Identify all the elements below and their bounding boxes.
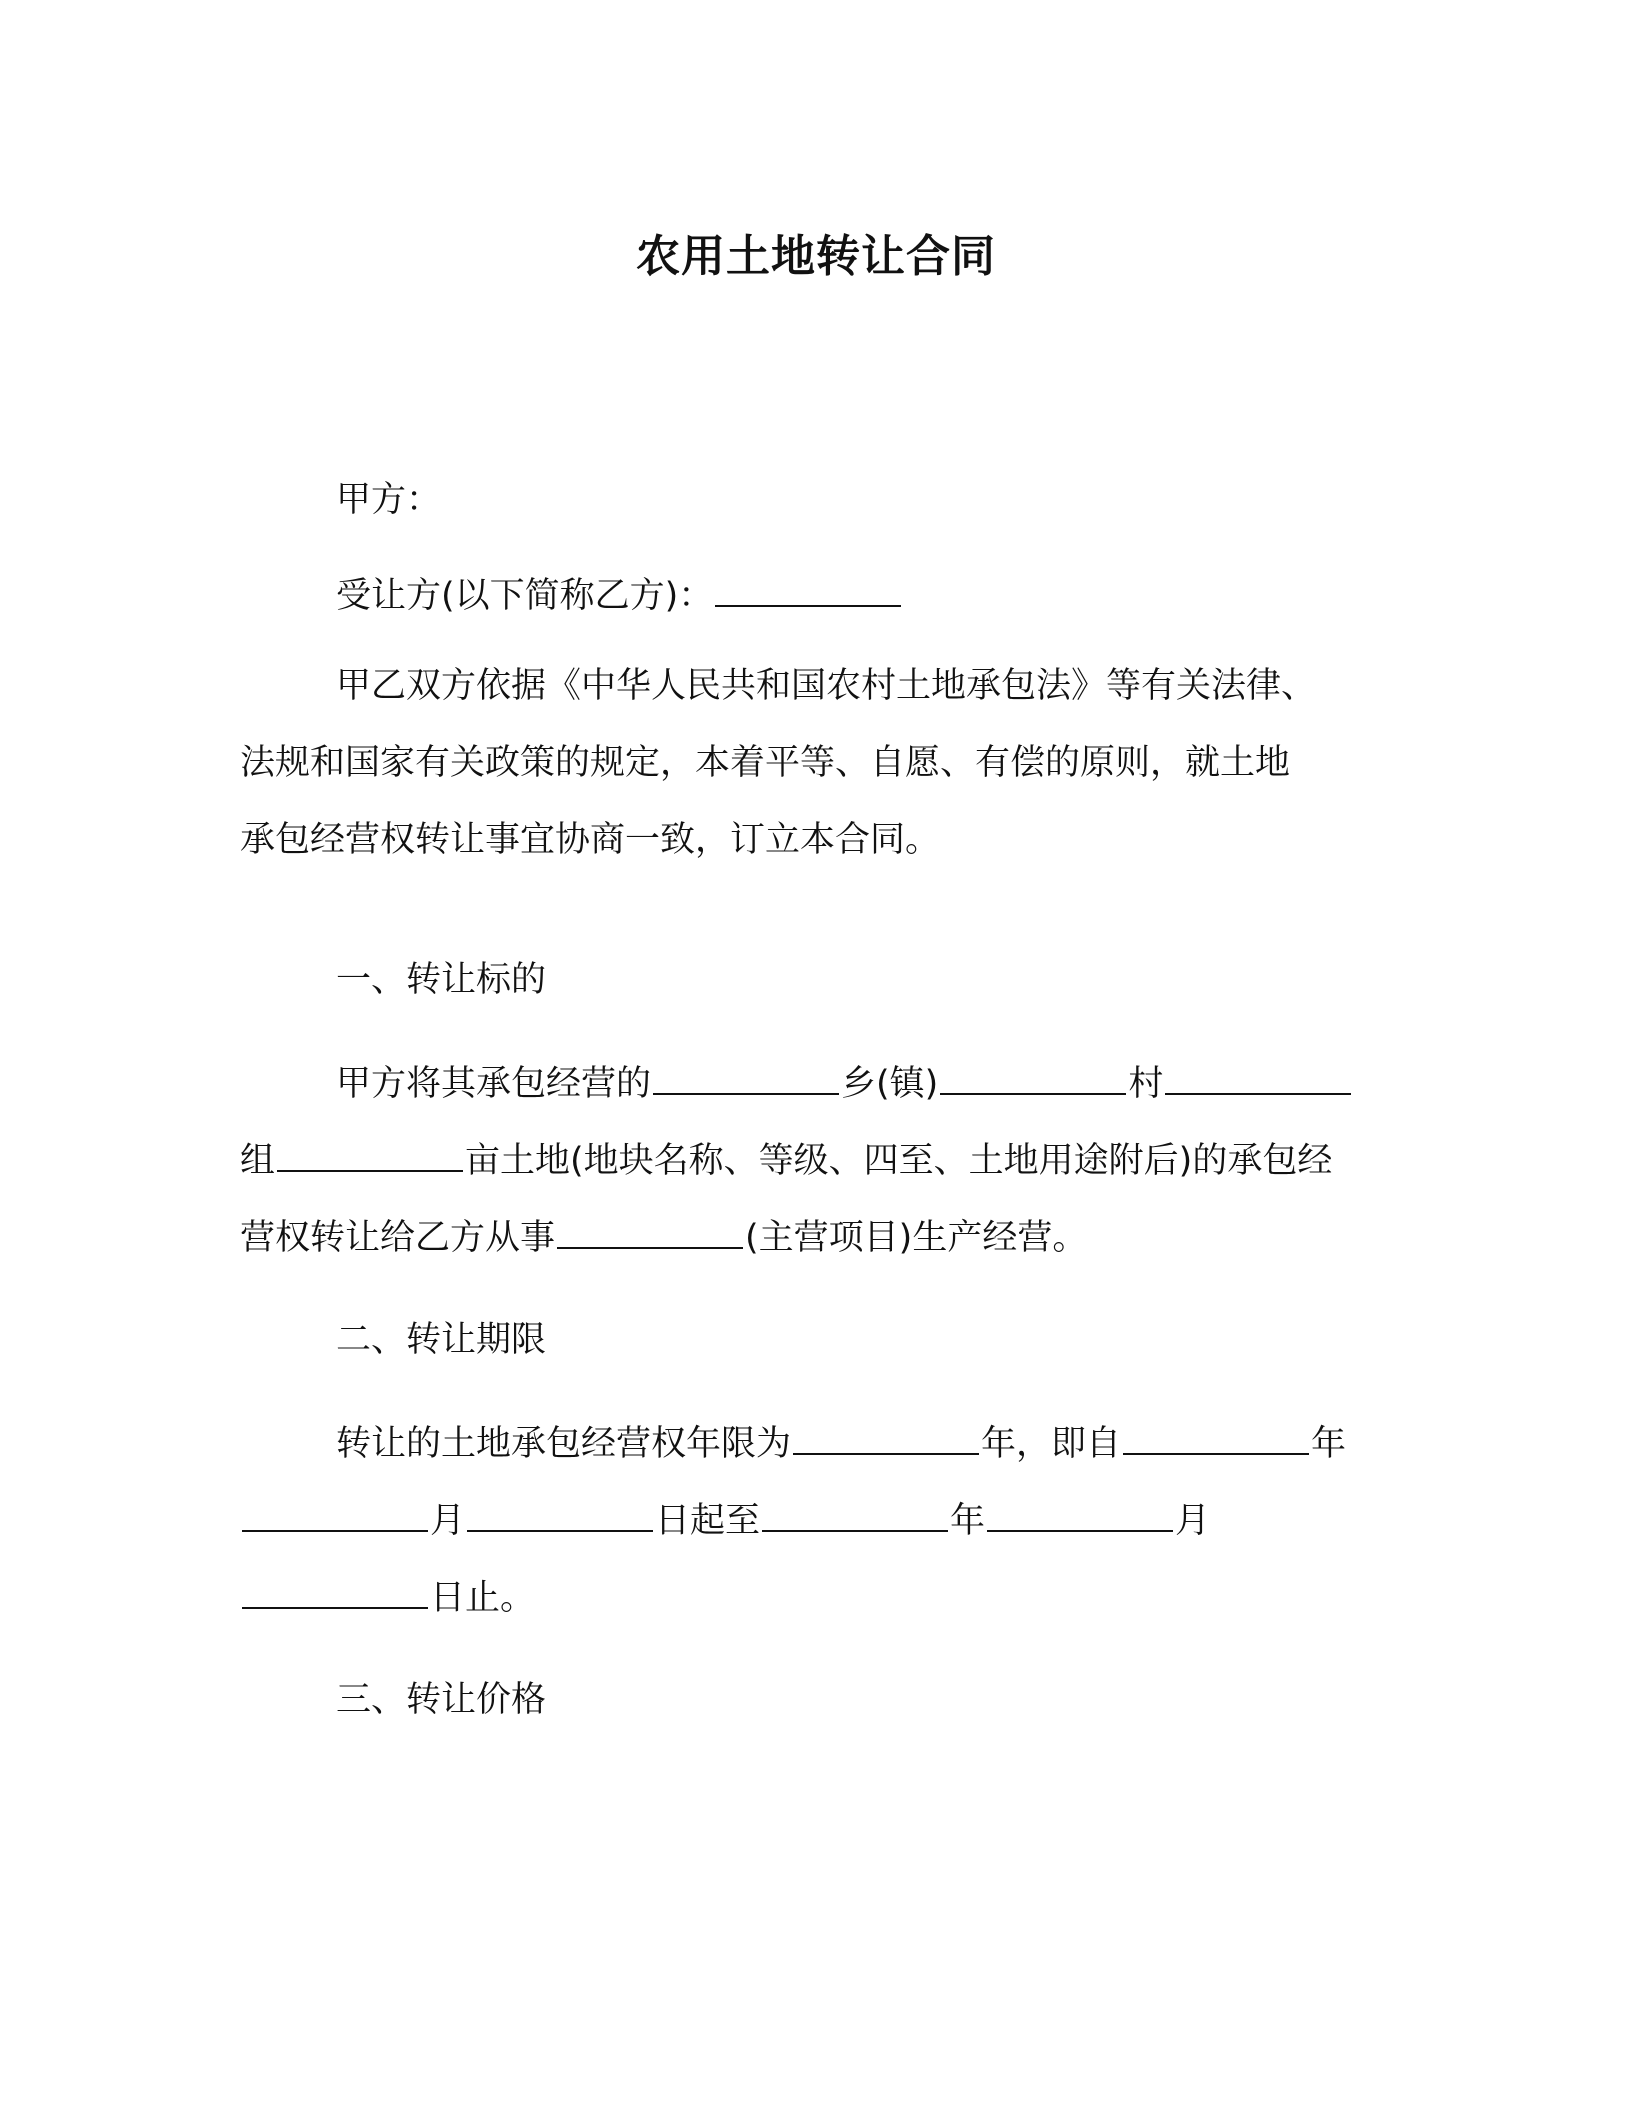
- intro-paragraph: [240, 648, 1400, 879]
- intro-line-1: 甲乙双方依据《中华人民共和国农村土地承包法》等有关法律、: [336, 666, 1317, 706]
- document-title: 农用土地转让合同: [636, 231, 996, 282]
- party-b-blank[interactable]: [715, 575, 901, 607]
- start-month-blank[interactable]: [242, 1500, 428, 1532]
- party-a-label: 甲方：: [336, 480, 442, 520]
- section-2-line-2: [240, 1483, 1400, 1560]
- section-1-text: 甲方将其承包经营的: [336, 1064, 652, 1104]
- section-2-text: 日起至: [655, 1501, 761, 1541]
- section-2-text: 年: [1311, 1424, 1347, 1464]
- section-1-text: 村: [1128, 1064, 1164, 1104]
- section-2-text: 月: [430, 1501, 466, 1541]
- section-1-line-3: [240, 1200, 1400, 1277]
- township-blank[interactable]: [653, 1063, 839, 1095]
- section-2-line-3: [240, 1560, 1400, 1637]
- section-1-text: (主营项目)生产经营。: [745, 1218, 1088, 1258]
- section-2-text: 转让的土地承包经营权年限为: [336, 1424, 792, 1464]
- section-3-heading-block: [240, 1662, 1400, 1739]
- group-blank[interactable]: [1165, 1063, 1351, 1095]
- section-2-line-1: [240, 1406, 1400, 1483]
- main-project-blank[interactable]: [557, 1217, 743, 1249]
- section-1-paragraph: [240, 1046, 1400, 1277]
- term-years-blank[interactable]: [793, 1423, 979, 1455]
- end-year-blank[interactable]: [762, 1500, 948, 1532]
- section-1-text: 营权转让给乙方从事: [240, 1218, 556, 1258]
- end-day-blank[interactable]: [242, 1577, 428, 1609]
- section-2-text: 年，即自: [981, 1424, 1122, 1464]
- section-2-text: 年: [950, 1501, 986, 1541]
- section-3-heading: 三、转让价格: [336, 1680, 547, 1720]
- party-a-line: [240, 462, 1400, 539]
- section-1-line-1: [240, 1046, 1400, 1123]
- start-year-blank[interactable]: [1123, 1423, 1309, 1455]
- section-1-text: 乡(镇): [841, 1064, 939, 1104]
- section-2-heading-block: [240, 1302, 1400, 1379]
- section-2-heading: 二、转让期限: [336, 1320, 547, 1360]
- section-1-text: 亩土地(地块名称、等级、四至、土地用途附后)的承包经: [465, 1141, 1333, 1181]
- section-1-heading-block: [240, 942, 1400, 1019]
- section-2-text: 日止。: [430, 1578, 536, 1618]
- start-day-blank[interactable]: [467, 1500, 653, 1532]
- party-b-label: 受让方(以下简称乙方)：: [336, 576, 714, 616]
- section-1-text: 组: [240, 1141, 276, 1181]
- intro-line-3: 承包经营权转让事宜协商一致，订立本合同。: [240, 820, 941, 860]
- intro-line-2: 法规和国家有关政策的规定，本着平等、自愿、有偿的原则，就土地: [240, 743, 1291, 783]
- section-2-paragraph: [240, 1406, 1400, 1637]
- end-month-blank[interactable]: [987, 1500, 1173, 1532]
- section-1-heading: 一、转让标的: [336, 960, 547, 1000]
- section-2-text: 月: [1175, 1501, 1211, 1541]
- village-blank[interactable]: [940, 1063, 1126, 1095]
- section-1-line-2: [240, 1123, 1400, 1200]
- party-b-line: [240, 558, 1400, 635]
- area-blank[interactable]: [277, 1140, 463, 1172]
